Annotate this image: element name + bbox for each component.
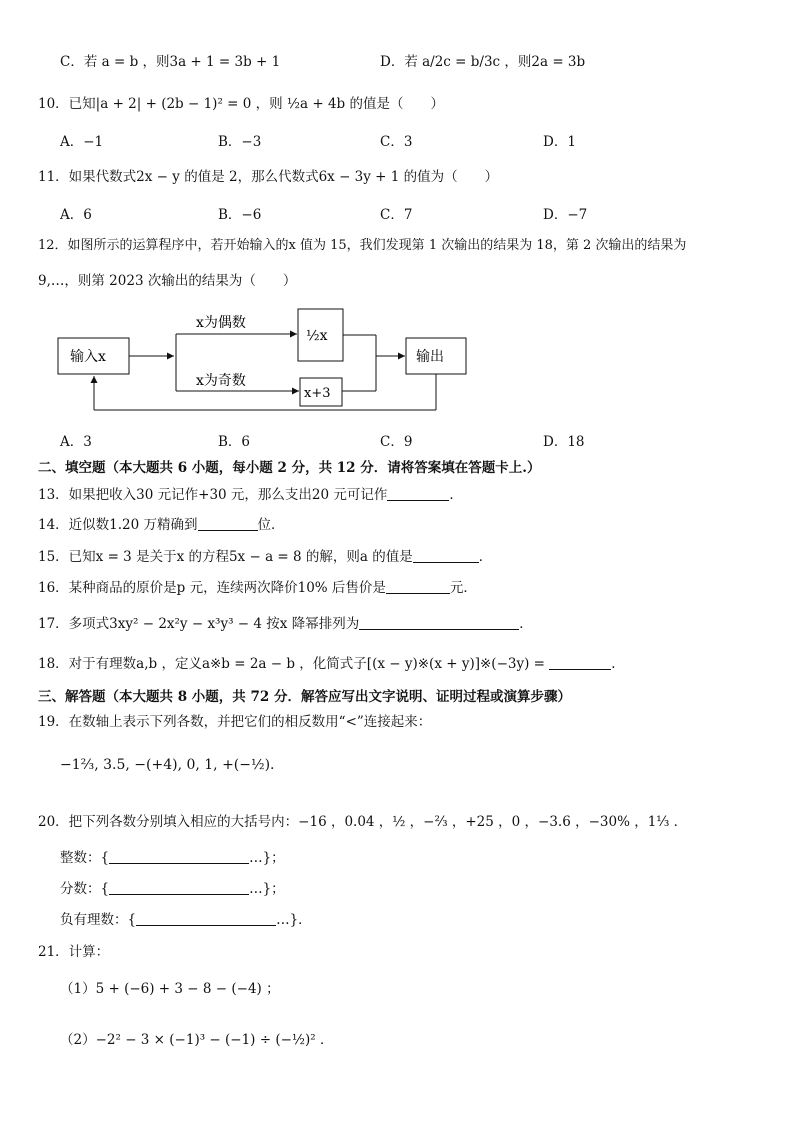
q20-integer-label: 整数： xyxy=(60,850,101,866)
q20-integer-blank[interactable] xyxy=(109,849,249,864)
q12-option-c: C．9 xyxy=(380,434,413,450)
q19-numbers: −1⅔, 3.5, −(+4), 0, 1, +(−½). xyxy=(60,757,275,773)
q21-part1: （1）5 + (−6) + 3 − 8 − (−4) ； xyxy=(60,981,280,997)
q12-stem-line1: 12．如图所示的运算程序中，若开始输入的x 值为 15，我们发现第 1 次输出的结果为 18，第 2 次输出的结果为 xyxy=(38,238,687,253)
q17 xyxy=(38,612,533,632)
q10-option-a: A．−1 xyxy=(60,134,104,150)
q11-option-b: B．−6 xyxy=(218,207,262,223)
q12-stem-line2: 9,…，则第 2023 次输出的结果为（ ） xyxy=(38,273,297,289)
q21-stem: 21．计算： xyxy=(38,944,110,960)
q14-answer-blank[interactable] xyxy=(198,516,258,531)
q20-integer-tail: …}； xyxy=(249,850,285,866)
q9-option-d: D．若 a/2c = b/3c ，则2a = 3b xyxy=(380,54,586,70)
q14 xyxy=(38,513,285,533)
q20-fraction-blank[interactable] xyxy=(109,880,249,895)
q13-answer-blank[interactable] xyxy=(387,486,449,501)
q15-stem: 15．已知x = 3 是关于x 的方程5x − a = 8 的解，则a 的值是 xyxy=(38,549,413,565)
flow-half-label: ½x xyxy=(306,328,328,344)
q14-stem: 14．近似数1.20 万精确到 xyxy=(38,517,198,533)
q12-option-a: A．3 xyxy=(60,434,92,450)
q10-option-c: C．3 xyxy=(380,134,413,150)
q11-option-a: A．6 xyxy=(60,207,92,223)
q16 xyxy=(38,576,477,596)
q17-end: ． xyxy=(519,616,533,632)
flow-output-label: 输出 xyxy=(416,349,444,365)
q20-negative-blank[interactable] xyxy=(136,911,276,926)
flow-input-label: 输入x xyxy=(70,349,106,365)
flow-even-label: x为偶数 xyxy=(196,315,246,331)
q10-stem: 10．已知|a + 2| + (2b − 1)² = 0 ，则 ½a + 4b 的值是（ ） xyxy=(38,96,444,112)
q20-stem: 20．把下列各数分别填入相应的大括号内：−16 ，0.04 ，½ ，−⅔ ，+25 ，0 ，−3.6 ，−30% ，1⅓ ． xyxy=(38,814,688,830)
q20-fraction-label: 分数： xyxy=(60,881,101,897)
q20-negative-label: 负有理数： xyxy=(60,912,128,928)
q13-end: ． xyxy=(449,487,463,503)
q17-stem: 17．多项式3xy² − 2x²y − x³y³ − 4 按x 降幂排列为 xyxy=(38,616,360,632)
q20-fraction-tail: …}； xyxy=(249,881,285,897)
q13 xyxy=(38,483,463,503)
section2-heading: 二、填空题（本大题共 6 小题，每小题 2 分，共 12 分．请将答案填在答题卡上.） xyxy=(38,460,541,476)
q15 xyxy=(38,545,492,565)
flow-plus3-label: x+3 xyxy=(304,386,331,401)
q11-option-d: D．−7 xyxy=(543,207,588,223)
section3-heading: 三、解答题（本大题共 8 小题，共 72 分．解答应写出文字说明、证明过程或演算步骤） xyxy=(38,689,571,705)
q12-option-b: B．6 xyxy=(218,434,251,450)
q20-negative-tail: …}． xyxy=(276,912,312,928)
q20-fraction-row: 分数：{ …}； xyxy=(60,881,285,897)
q18-answer-blank[interactable] xyxy=(549,655,611,670)
q18-stem: 18．对于有理数a,b ，定义a※b = 2a − b ，化简式子[(x − y)※(x + y)]※(−3y) = xyxy=(38,656,545,672)
q15-answer-blank[interactable] xyxy=(413,548,479,563)
q9-option-c: C．若 a = b ，则3a + 1 = 3b + 1 xyxy=(60,54,281,70)
q19-stem: 19．在数轴上表示下列各数，并把它们的相反数用“<”连接起来： xyxy=(38,714,432,730)
q18 xyxy=(38,652,625,672)
q20-integer-row: 整数：{ …}； xyxy=(60,850,285,866)
q20-negative-row: 负有理数：{ …}． xyxy=(60,912,312,928)
q17-answer-blank[interactable] xyxy=(359,615,519,630)
q16-stem: 16．某种商品的原价是p 元，连续两次降价10% 后售价是 xyxy=(38,580,386,596)
q11-stem: 11．如果代数式2x − y 的值是 2，那么代数式6x − 3y + 1 的值为（ ） xyxy=(38,169,499,185)
q16-end: 元． xyxy=(449,580,477,596)
q10-option-d: D．1 xyxy=(543,134,576,150)
q21-part2: （2）−2² − 3 × (−1)³ − (−1) ÷ (−½)² ． xyxy=(60,1032,334,1048)
q13-stem: 13．如果把收入30 元记作+30 元，那么支出20 元可记作 xyxy=(38,487,388,503)
flow-odd-label: x为奇数 xyxy=(196,373,246,389)
q15-end: ． xyxy=(478,549,493,565)
q12-option-d: D．18 xyxy=(543,434,585,450)
q11-option-c: C．7 xyxy=(380,207,413,223)
q14-end: 位． xyxy=(257,517,285,533)
q16-answer-blank[interactable] xyxy=(386,579,450,594)
q10-option-b: B．−3 xyxy=(218,134,262,150)
q18-end: ． xyxy=(611,656,625,672)
